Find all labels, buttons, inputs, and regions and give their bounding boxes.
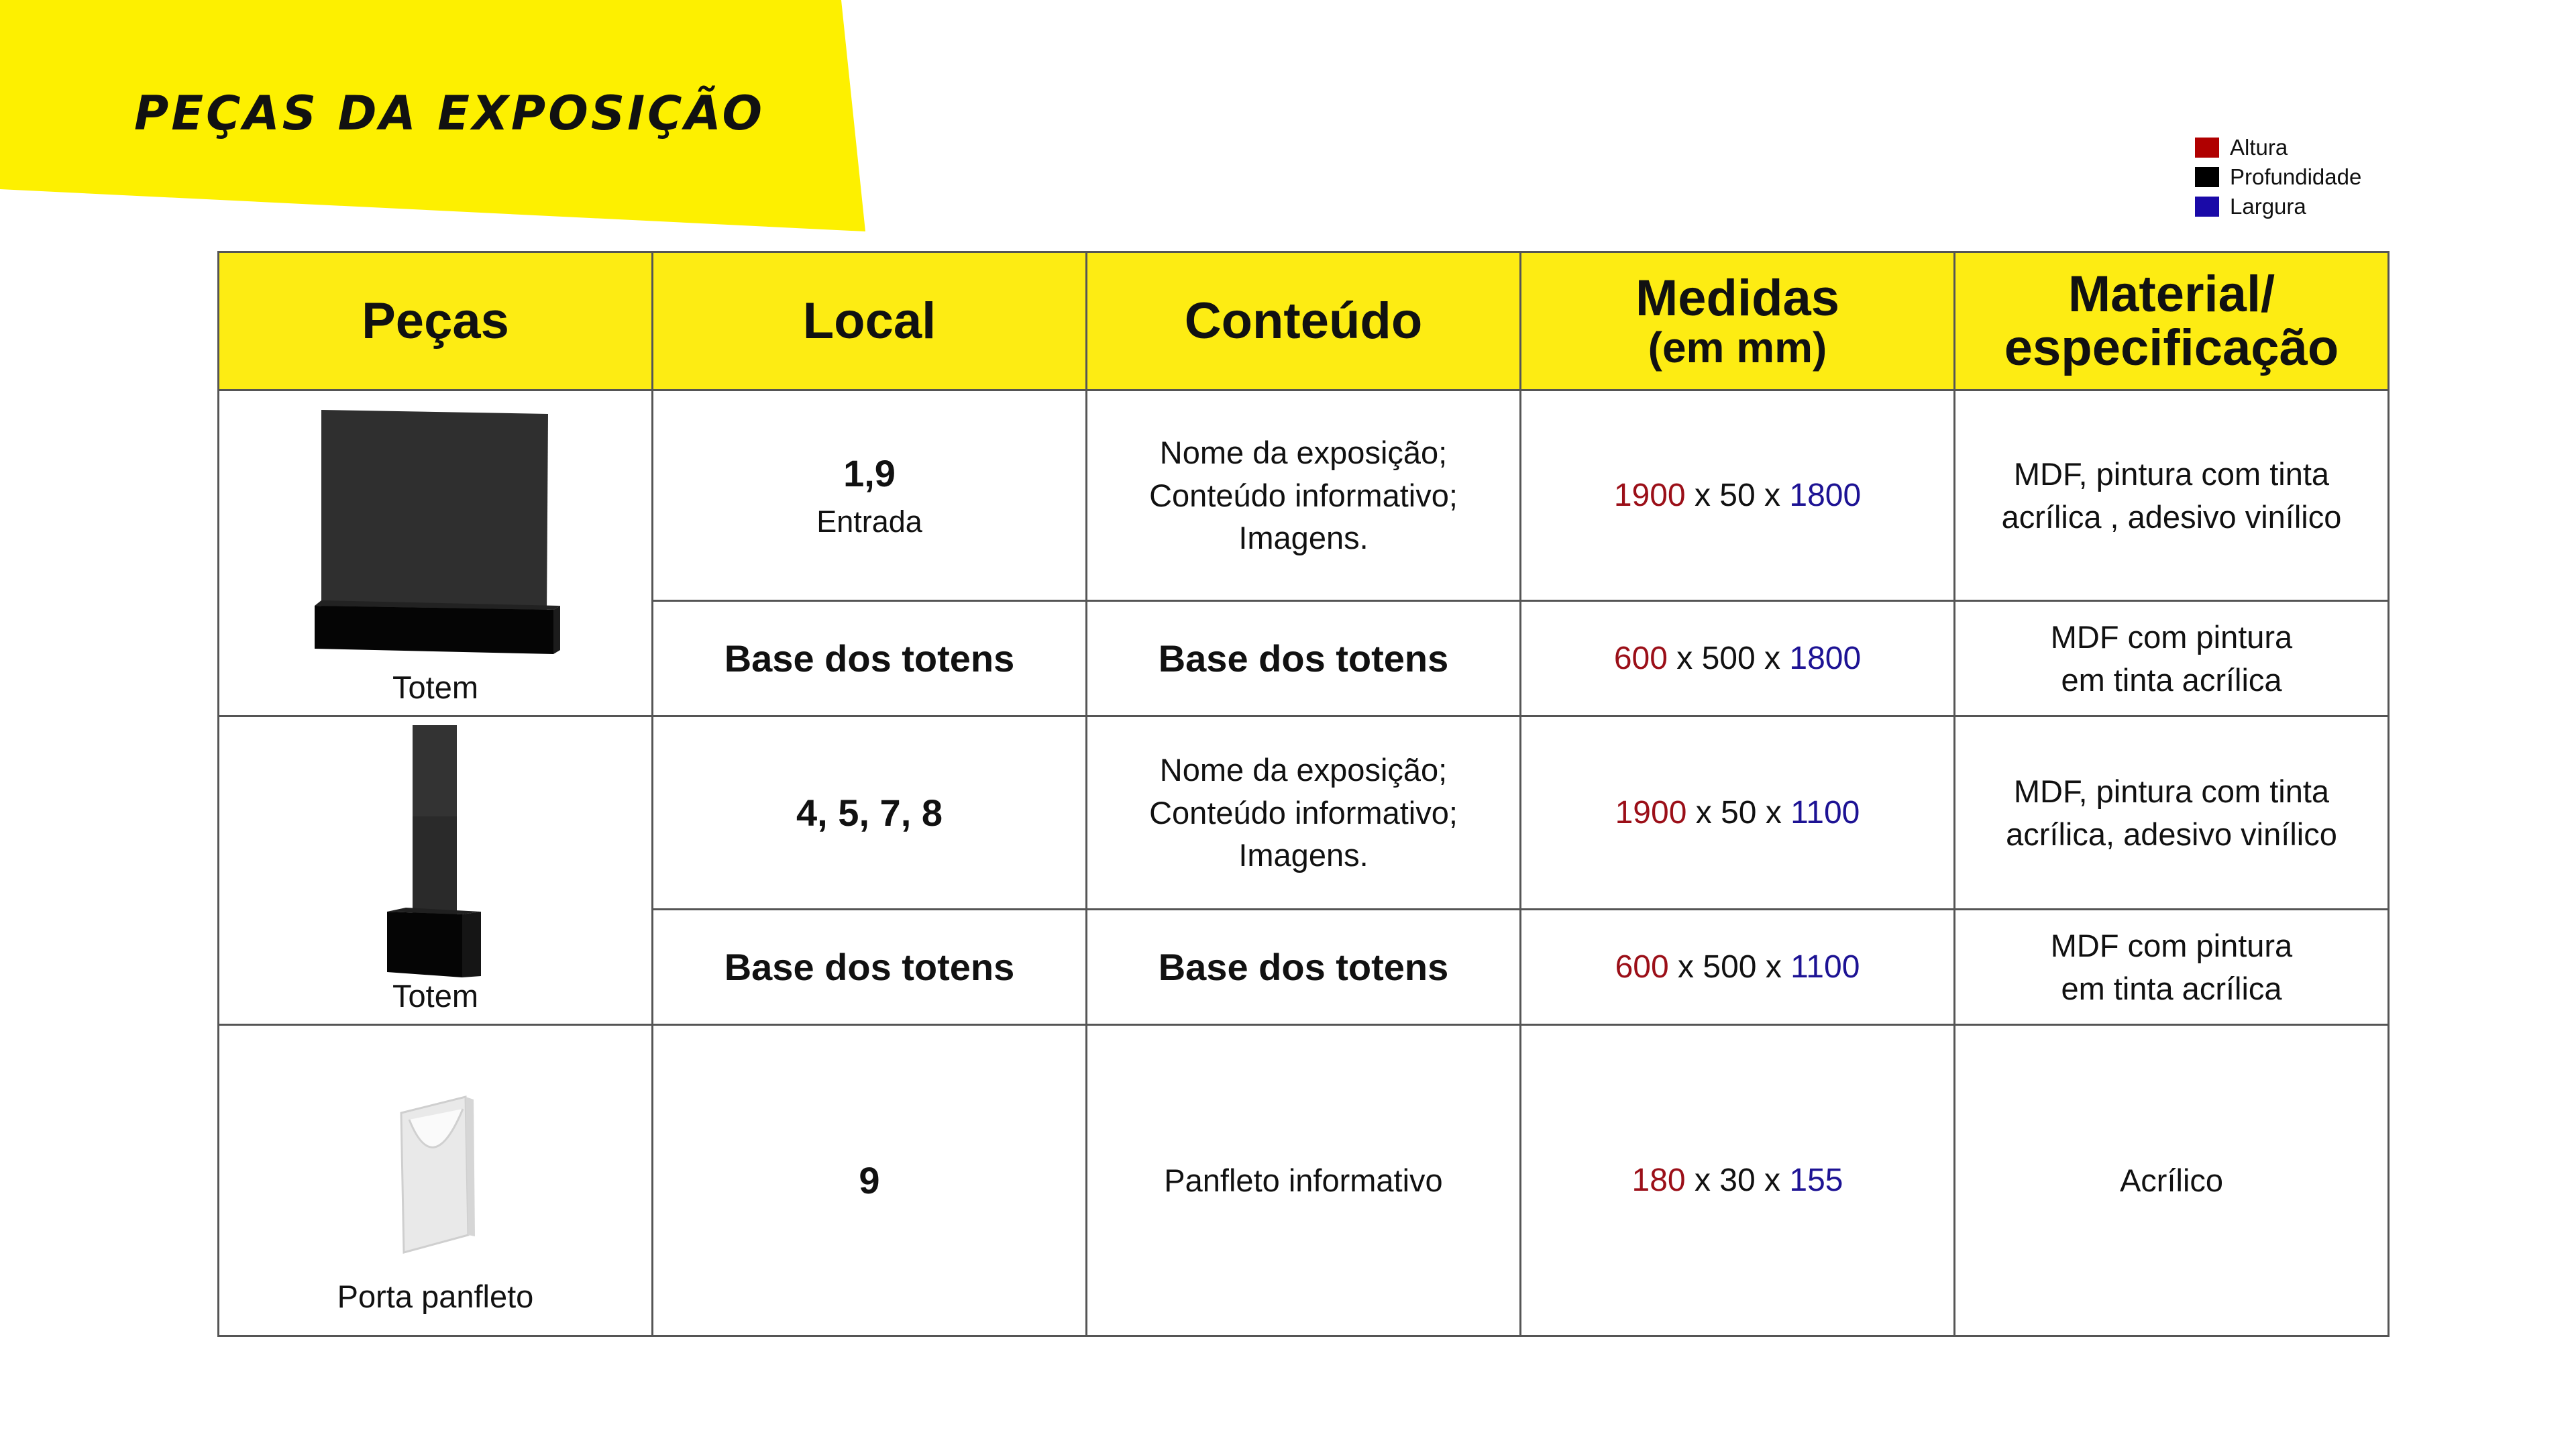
material-cell — [1955, 716, 2389, 910]
altura-value: 1900 — [1615, 795, 1687, 830]
altura-value: 600 — [1615, 949, 1669, 985]
altura-value: 600 — [1613, 641, 1668, 676]
legend-item-altura — [2195, 133, 2361, 162]
largura-value: 1800 — [1789, 641, 1862, 676]
piece-label: Porta panfleto — [337, 1279, 534, 1314]
local-cell: 9 — [653, 1025, 1087, 1336]
header-medidas-unit: (em mm) — [1648, 323, 1827, 372]
material-line: MDF, pintura com tinta — [2013, 456, 2330, 492]
legend-swatch-altura — [2195, 138, 2219, 158]
separator: x — [1676, 641, 1693, 676]
legend-swatch-largura — [2195, 197, 2219, 217]
pamphlet-holder-icon — [219, 1093, 651, 1260]
legend-label: Altura — [2230, 135, 2288, 160]
narrow-totem-icon — [219, 722, 651, 984]
legend-item-profundidade — [2195, 162, 2361, 192]
profundidade-value: 50 — [1721, 795, 1757, 830]
piece-cell-totem-wide — [219, 390, 653, 716]
header-material-line: Material/ — [2068, 265, 2275, 323]
local-cell — [653, 390, 1087, 601]
conteudo-line: Imagens. — [1238, 520, 1368, 556]
conteudo-cell: Base dos totens — [1087, 601, 1521, 716]
largura-value: 155 — [1789, 1163, 1843, 1198]
profundidade-value: 50 — [1719, 478, 1756, 513]
local-cell: Base dos totens — [653, 601, 1087, 716]
conteudo-line: Conteúdo informativo; — [1149, 794, 1458, 830]
exhibition-pieces-table — [217, 251, 2390, 1337]
legend-label: Largura — [2230, 194, 2306, 219]
material-cell — [1955, 390, 2389, 601]
conteudo-line: Panfleto informativo — [1164, 1162, 1443, 1198]
piece-label: Totem — [392, 669, 478, 705]
separator: x — [1678, 949, 1695, 985]
medidas-cell — [1521, 390, 1955, 601]
page-title: PEÇAS DA EXPOSIÇÃO — [134, 86, 765, 141]
separator: x — [1695, 795, 1712, 830]
profundidade-value: 500 — [1703, 949, 1757, 985]
header-pecas: Peças — [219, 252, 653, 390]
largura-value: 1100 — [1790, 949, 1860, 985]
medidas-cell — [1521, 910, 1955, 1025]
altura-value: 1900 — [1613, 478, 1686, 513]
medidas-cell — [1521, 716, 1955, 910]
header-local: Local — [653, 252, 1087, 390]
wide-totem-icon — [219, 405, 651, 673]
profundidade-value: 500 — [1701, 641, 1756, 676]
material-cell — [1955, 910, 2389, 1025]
separator: x — [1694, 478, 1711, 513]
separator: x — [1764, 1163, 1781, 1198]
header-medidas-title: Medidas — [1635, 270, 1840, 327]
profundidade-value: 30 — [1719, 1163, 1756, 1198]
material-line: acrílica , adesivo vinílico — [2001, 498, 2342, 535]
legend-swatch-profundidade — [2195, 167, 2219, 187]
material-line: em tinta acrílica — [2061, 661, 2282, 698]
material-cell — [1955, 1025, 2389, 1336]
separator: x — [1764, 478, 1781, 513]
altura-value: 180 — [1631, 1163, 1686, 1198]
piece-cell-pamphlet-holder — [219, 1025, 653, 1336]
local-cell: Base dos totens — [653, 910, 1087, 1025]
legend-item-largura — [2195, 192, 2361, 221]
conteudo-cell — [1087, 716, 1521, 910]
largura-value: 1100 — [1790, 795, 1860, 830]
material-line: MDF com pintura — [2050, 619, 2293, 655]
medidas-cell — [1521, 1025, 1955, 1336]
table-row — [219, 716, 2389, 910]
medidas-cell — [1521, 601, 1955, 716]
conteudo-cell — [1087, 1025, 1521, 1336]
material-cell — [1955, 601, 2389, 716]
conteudo-line: Nome da exposição; — [1159, 435, 1448, 471]
local-value: 1,9 — [843, 452, 896, 494]
conteudo-line: Imagens. — [1238, 837, 1368, 873]
legend-label: Profundidade — [2230, 164, 2362, 189]
table-row — [219, 390, 2389, 601]
conteudo-cell — [1087, 390, 1521, 601]
material-line: em tinta acrílica — [2061, 970, 2282, 1006]
conteudo-line: Conteúdo informativo; — [1149, 477, 1458, 513]
table-header-row — [219, 252, 2389, 390]
header-material — [1955, 252, 2389, 390]
largura-value: 1800 — [1789, 478, 1862, 513]
local-subtitle: Entrada — [816, 504, 922, 539]
piece-label: Totem — [392, 978, 478, 1014]
table-row — [219, 1025, 2389, 1336]
material-line: MDF com pintura — [2050, 928, 2293, 964]
separator: x — [1765, 949, 1782, 985]
material-line: Acrílico — [2119, 1162, 2224, 1198]
material-line: MDF, pintura com tinta — [2013, 773, 2330, 810]
legend — [2195, 133, 2361, 221]
separator: x — [1765, 795, 1782, 830]
separator: x — [1764, 641, 1781, 676]
header-conteudo: Conteúdo — [1087, 252, 1521, 390]
piece-cell-totem-narrow — [219, 716, 653, 1025]
header-material-line: especificação — [2004, 319, 2339, 376]
conteudo-line: Nome da exposição; — [1159, 752, 1448, 788]
local-cell: 4, 5, 7, 8 — [653, 716, 1087, 910]
material-line: acrílica, adesivo vinílico — [2006, 816, 2337, 852]
conteudo-cell: Base dos totens — [1087, 910, 1521, 1025]
header-medidas — [1521, 252, 1955, 390]
separator: x — [1694, 1163, 1711, 1198]
